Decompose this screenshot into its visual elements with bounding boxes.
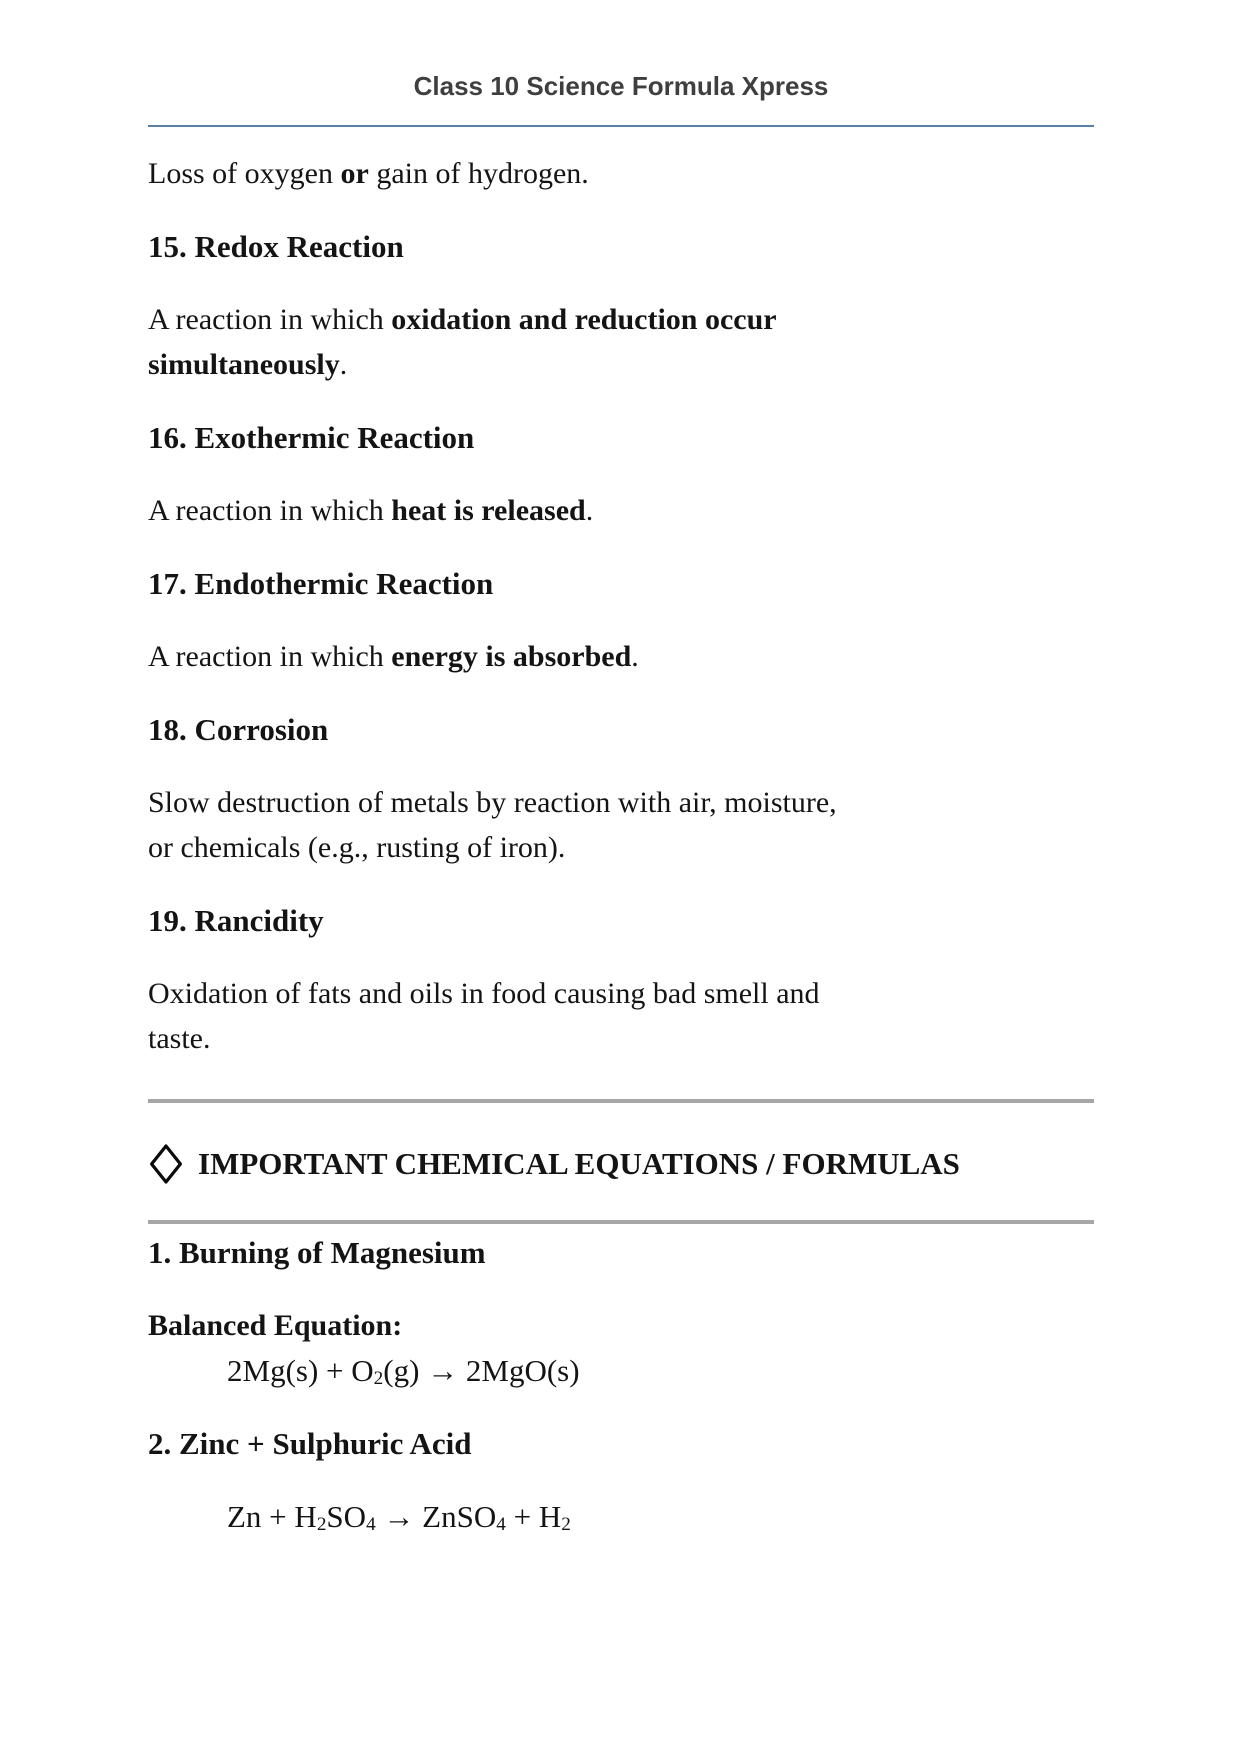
section-title: IMPORTANT CHEMICAL EQUATIONS / FORMULAS [198,1146,960,1181]
formula-subscript: 2 [561,1514,571,1536]
paragraph-oxidation-alt-definition [148,151,1094,196]
formula-subscript: 4 [496,1514,506,1536]
text-line [148,297,1094,342]
text-line: Oxidation of fats and oils in food causing bad smell and [148,977,820,1010]
section-divider-bottom [148,1220,1094,1224]
paragraph-redox-definition [148,297,1094,387]
text-run: gain of hydrogen. [368,157,589,190]
formula-run: → ZnSO [375,1499,497,1534]
heading-rancidity: 19. Rancidity [148,903,324,938]
text-run: A reaction in which [148,303,392,336]
equation-burning-magnesium [227,1348,1094,1393]
text-run: . [585,494,594,527]
text-run-bold: oxidation and reduction occur [391,303,777,336]
text-run-bold: or [340,157,369,190]
page-header [148,72,1094,127]
formula-subscript: 2 [316,1514,327,1536]
text-run: A reaction in which [148,494,392,527]
heading-burning-of-magnesium: 1. Burning of Magnesium [148,1235,486,1270]
paragraph-corrosion-definition [148,780,1094,870]
text-run: A reaction in which [148,640,392,673]
formula-subscript: 4 [366,1514,376,1536]
heading-corrosion: 18. Corrosion [148,712,329,747]
formula-subscript: 2 [373,1368,384,1390]
document-content [148,127,1094,1539]
text-run-bold: energy is absorbed [391,640,632,673]
text-run: Loss of oxygen [148,157,341,190]
heading-exothermic-reaction: 16. Exothermic Reaction [148,420,475,455]
formula-run: + H [505,1499,562,1534]
text-run-bold: heat is released [391,494,586,527]
heading-endothermic-reaction: 17. Endothermic Reaction [148,566,494,601]
heading-redox-reaction: 15. Redox Reaction [148,229,404,264]
text-line: or chemicals (e.g., rusting of iron). [148,831,566,864]
text-run: . [339,348,348,381]
formula-run: 2Mg(s) + O [227,1353,374,1388]
formula-run: SO [326,1499,367,1534]
text-run-bold: simultaneously [148,348,340,381]
text-line: Slow destruction of metals by reaction with air, moisture, [148,786,837,819]
paragraph-endothermic-definition [148,634,1094,679]
text-run: . [631,640,639,673]
diamond-icon [148,1142,184,1186]
document-title: Class 10 Science Formula Xpress [413,71,829,101]
text-line: taste. [148,1022,211,1055]
text-line [148,342,1094,387]
balanced-equation-label: Balanced Equation: [148,1309,403,1342]
section-divider-top [148,1099,1094,1103]
formula-run: (g) → 2MgO(s) [383,1353,580,1388]
section-heading-chemical-equations [148,1140,1094,1188]
heading-zinc-sulphuric-acid: 2. Zinc + Sulphuric Acid [148,1426,472,1461]
formula-run: Zn + H [227,1499,317,1534]
equation-zinc-sulphuric-acid [227,1494,1094,1539]
paragraph-exothermic-definition [148,488,1094,533]
paragraph-rancidity-definition [148,971,1094,1061]
